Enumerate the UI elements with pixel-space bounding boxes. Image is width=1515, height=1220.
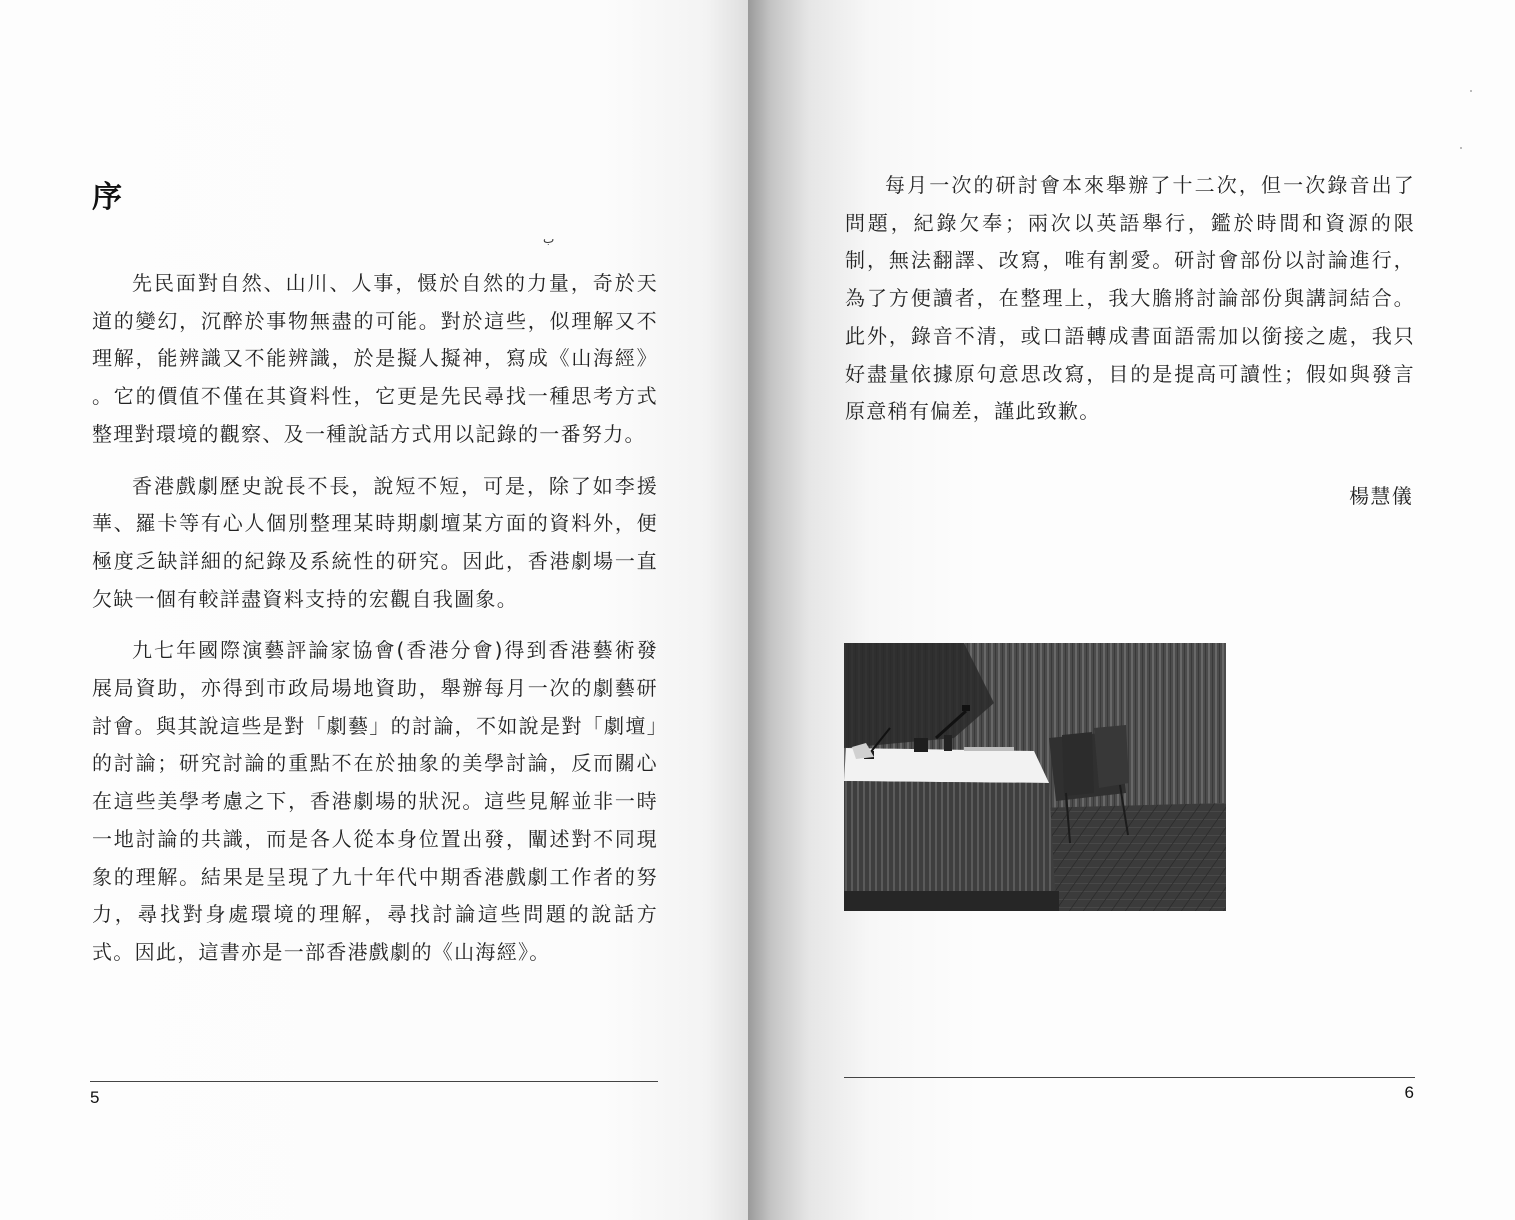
page-title: 序 <box>92 180 122 215</box>
author-signature: 楊慧儀 <box>1349 484 1413 508</box>
page-number: 6 <box>1404 1083 1414 1102</box>
seminar-room-photo <box>844 643 1226 911</box>
page-number: 5 <box>90 1088 100 1107</box>
paper-speck <box>1460 147 1462 149</box>
paragraph-3: 九七年國際演藝評論家協會(香港分會)得到香港藝術發展局資助，亦得到市政局場地資助，舉辦每月一次的劇藝研討會。與其說這些是對「劇藝」的討論，不如說是對「劇壇」的討論；研究討論的重點不在於抽象的美學討論，反而關心在這些美學考慮之下，香港劇場的狀況。這些見解並非一時一地討論的共識，而是各人從本身位置出發，闡述對不同現象的理解。結果是呈現了九十年代中期香港戲劇工作者的努力，尋找對身處環境的理解，尋找討論這些問題的說話方式。因此，這書亦是一部香港戲劇的《山海經》。 <box>92 638 658 964</box>
preface-body <box>92 265 658 972</box>
preface-body-continued <box>845 167 1415 431</box>
footer-rule <box>844 1077 1415 1078</box>
footer-rule <box>90 1081 658 1082</box>
paragraph-1: 先民面對自然、山川、人事，慑於自然的力量，奇於天道的變幻，沉醉於事物無盡的可能。對於這些，似理解又不理解，能辨識又不能辨識，於是擬人擬神，寫成《山海經》 。它的價值不僅在其資料性，它更是先民尋找一種思考方式整理對環境的觀察、及一種說話方式用以記錄的一番努力。 <box>92 271 658 446</box>
paragraph-2: 香港戲劇歷史說長不長，說短不短，可是，除了如李援華、羅卡等有心人個別整理某時期劇壇某方面的資料外，便極度乏缺詳細的紀錄及系統性的研究。因此，香港劇場一直欠缺一個有較詳盡資料支持的宏觀自我圖象。 <box>92 473 658 611</box>
stray-ink-mark: ب <box>543 232 555 246</box>
left-page <box>0 0 752 1220</box>
paragraph-4: 每月一次的研討會本來舉辦了十二次，但一次錄音出了問題，紀錄欠奉；兩次以英語舉行，鑑於時間和資源的限制，無法翻譯、改寫，唯有割愛。研討會部份以討論進行，為了方便讀者，在整理上，我大膽將討論部份與講詞結合。此外，錄音不清，或口語轉成書面語需加以銜接之處，我只好盡量依據原句意思改寫，目的是提高可讀性；假如與發言原意稍有偏差，謹此致歉。 <box>845 173 1415 424</box>
paper-speck <box>1470 90 1472 92</box>
